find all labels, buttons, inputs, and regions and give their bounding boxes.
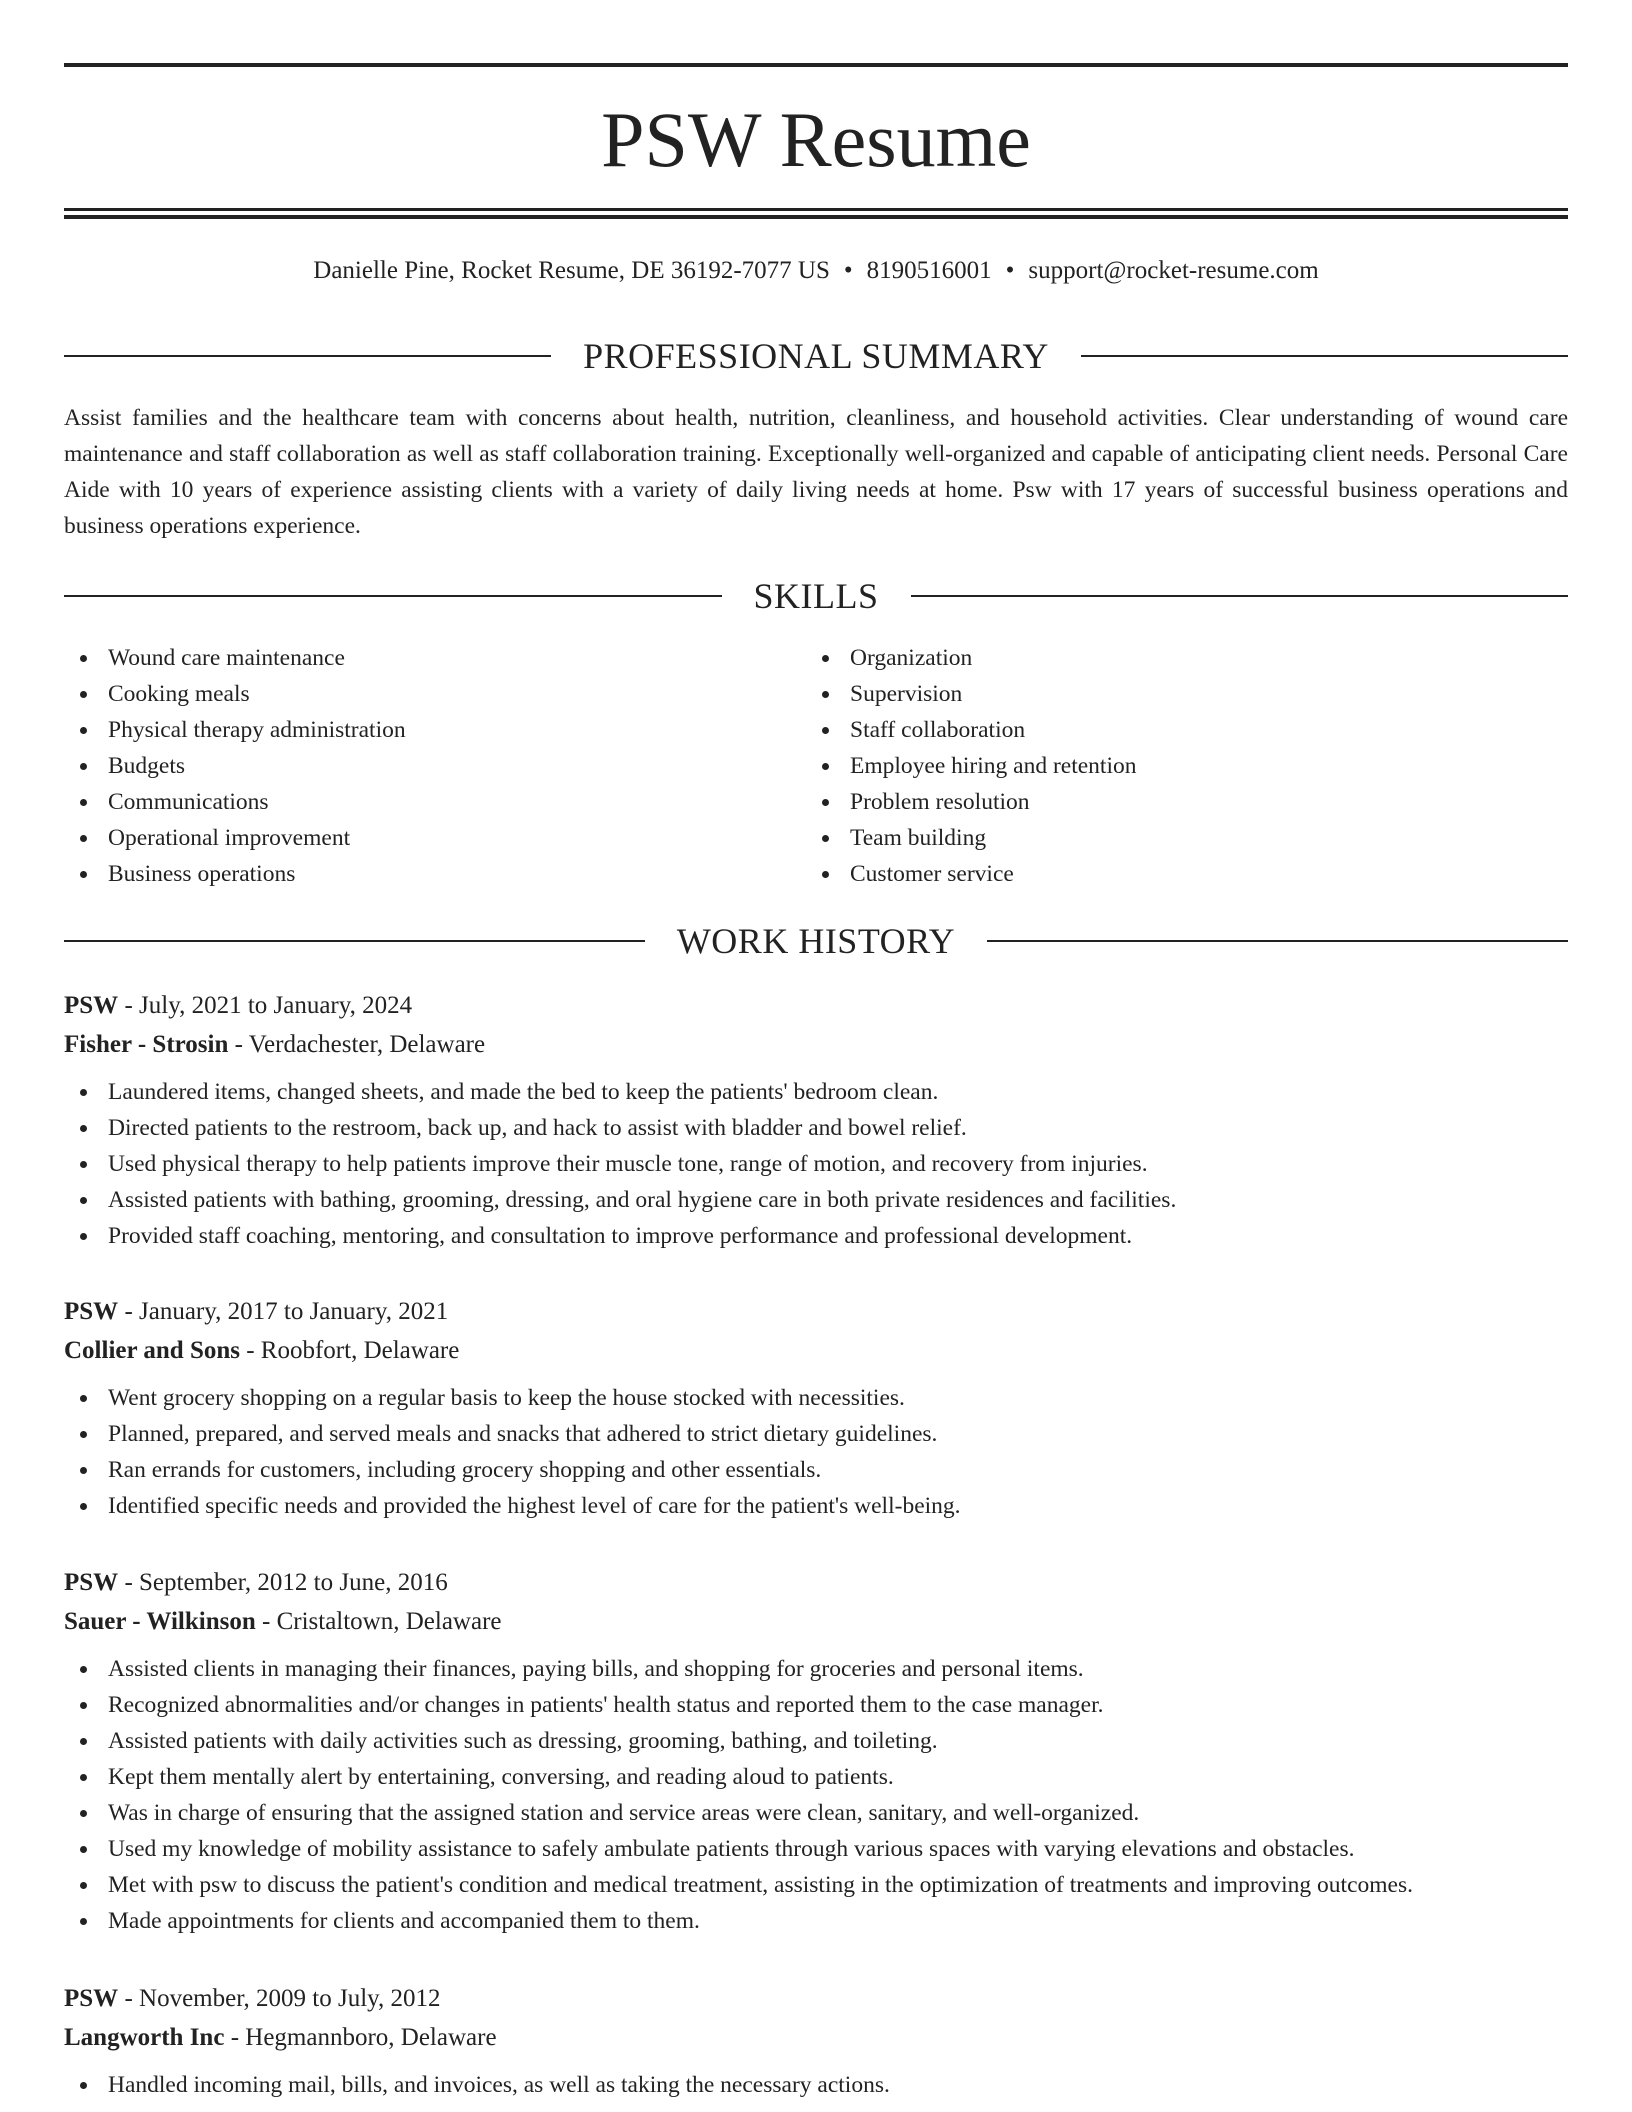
job-duty: Used my knowledge of mobility assistance to safely ambulate patients through various spaces with varying elevations and obstacles. bbox=[64, 1831, 1568, 1867]
job-title-line bbox=[64, 1563, 1568, 1602]
job-duty: Went grocery shopping on a regular basis to keep the house stocked with necessities. bbox=[64, 1380, 1568, 1416]
job-duty: Assisted patients with daily activities such as dressing, grooming, bathing, and toileting. bbox=[64, 1723, 1568, 1759]
job-dates: - July, 2021 to January, 2024 bbox=[118, 992, 413, 1019]
job-company: Collier and Sons bbox=[64, 1337, 240, 1364]
skill-item: Budgets bbox=[64, 748, 806, 784]
job-company-line bbox=[64, 1602, 1568, 1641]
contact-separator: • bbox=[1005, 257, 1015, 284]
skill-item: Organization bbox=[806, 640, 1548, 676]
job-duties bbox=[64, 1074, 1568, 1254]
job-title-line bbox=[64, 1292, 1568, 1331]
job-duty: Planned, prepared, and served meals and snacks that adhered to strict dietary guidelines. bbox=[64, 1416, 1568, 1452]
section-title: PROFESSIONAL SUMMARY bbox=[583, 336, 1049, 376]
skill-item: Business operations bbox=[64, 856, 806, 892]
skill-item: Customer service bbox=[806, 856, 1548, 892]
job-company: Langworth Inc bbox=[64, 2024, 225, 2051]
skill-item: Team building bbox=[806, 820, 1548, 856]
skills-list bbox=[64, 640, 1568, 892]
job-duty: Used physical therapy to help patients improve their muscle tone, range of motion, and recovery from injuries. bbox=[64, 1146, 1568, 1182]
skill-item: Operational improvement bbox=[64, 820, 806, 856]
job-duty: Ran errands for customers, including grocery shopping and other essentials. bbox=[64, 1452, 1568, 1488]
skill-item: Wound care maintenance bbox=[64, 640, 806, 676]
job-dates: - November, 2009 to July, 2012 bbox=[118, 1985, 441, 2012]
job-entry bbox=[64, 1979, 1568, 2103]
contact-email: support@rocket-resume.com bbox=[1028, 257, 1319, 284]
contact-separator: • bbox=[843, 257, 853, 284]
job-title-line bbox=[64, 986, 1568, 1025]
divider bbox=[64, 940, 645, 942]
job-duty: Laundered items, changed sheets, and made the bed to keep the patients' bedroom clean. bbox=[64, 1074, 1568, 1110]
job-entry bbox=[64, 1292, 1568, 1524]
job-duty: Handled incoming mail, bills, and invoices, as well as taking the necessary actions. bbox=[64, 2067, 1568, 2103]
skill-item: Employee hiring and retention bbox=[806, 748, 1548, 784]
job-duty: Provided staff coaching, mentoring, and consultation to improve performance and professional development. bbox=[64, 1218, 1568, 1254]
skills-column-left bbox=[64, 640, 806, 892]
job-location: - Roobfort, Delaware bbox=[239, 1337, 460, 1364]
resume-title: PSW Resume bbox=[601, 96, 1031, 183]
job-company: Sauer - Wilkinson bbox=[64, 1608, 256, 1635]
job-company-line bbox=[64, 2018, 1568, 2057]
job-duty: Assisted patients with bathing, grooming, dressing, and oral hygiene care in both private residences and facilities. bbox=[64, 1182, 1568, 1218]
job-company-line bbox=[64, 1331, 1568, 1370]
divider bbox=[1081, 355, 1568, 357]
job-duty: Made appointments for clients and accompanied them to them. bbox=[64, 1903, 1568, 1939]
skill-item: Communications bbox=[64, 784, 806, 820]
job-duty: Directed patients to the restroom, back up, and hack to assist with bladder and bowel relief. bbox=[64, 1110, 1568, 1146]
job-title: PSW bbox=[64, 1985, 119, 2012]
job-title: PSW bbox=[64, 1569, 119, 1596]
professional-summary: Assist families and the healthcare team with concerns about health, nutrition, cleanliness, and household activities. Clear understanding of wound care maintenance and staff collaboration as well as staff collaboration training. Exceptionally well-organized and capable of anticipating client needs. Personal Care Aide with 10 years of experience assisting clients with a variety of daily living needs at home. Psw with 17 years of successful business operations and business operations experience. bbox=[64, 405, 1568, 539]
job-dates: - January, 2017 to January, 2021 bbox=[118, 1298, 449, 1325]
section-heading-work bbox=[64, 919, 1568, 963]
job-location: - Hegmannboro, Delaware bbox=[224, 2024, 497, 2051]
header-top-rule bbox=[64, 63, 1568, 67]
job-duties bbox=[64, 2067, 1568, 2103]
section-heading-skills bbox=[64, 574, 1568, 618]
section-title: WORK HISTORY bbox=[676, 921, 956, 961]
job-duty: Was in charge of ensuring that the assigned station and service areas were clean, sanitary, and well-organized. bbox=[64, 1795, 1568, 1831]
job-title: PSW bbox=[64, 992, 119, 1019]
job-title: PSW bbox=[64, 1298, 119, 1325]
job-dates: - September, 2012 to June, 2016 bbox=[118, 1569, 448, 1596]
divider bbox=[911, 595, 1569, 597]
skill-item: Problem resolution bbox=[806, 784, 1548, 820]
divider bbox=[987, 940, 1568, 942]
skill-item: Physical therapy administration bbox=[64, 712, 806, 748]
job-duty: Kept them mentally alert by entertaining, conversing, and reading aloud to patients. bbox=[64, 1759, 1568, 1795]
header-double-rule-upper bbox=[64, 208, 1568, 211]
divider bbox=[64, 355, 551, 357]
contact-address: Danielle Pine, Rocket Resume, DE 36192-7077 US bbox=[313, 257, 830, 284]
skill-item: Staff collaboration bbox=[806, 712, 1548, 748]
job-entry bbox=[64, 986, 1568, 1254]
skills-column-right bbox=[806, 640, 1548, 892]
job-company: Fisher - Strosin bbox=[64, 1031, 229, 1058]
job-duty: Met with psw to discuss the patient's condition and medical treatment, assisting in the optimization of treatments and improving outcomes. bbox=[64, 1867, 1568, 1903]
divider bbox=[64, 595, 722, 597]
header-double-rule-lower bbox=[64, 215, 1568, 219]
section-title: SKILLS bbox=[753, 576, 879, 616]
job-company-line bbox=[64, 1025, 1568, 1064]
job-duty: Identified specific needs and provided the highest level of care for the patient's well-being. bbox=[64, 1488, 1568, 1524]
job-duties bbox=[64, 1380, 1568, 1524]
job-location: - Cristaltown, Delaware bbox=[255, 1608, 502, 1635]
contact-line bbox=[64, 255, 1568, 287]
job-entry bbox=[64, 1563, 1568, 1939]
job-duties bbox=[64, 1651, 1568, 1939]
job-duty: Assisted clients in managing their finances, paying bills, and shopping for groceries and personal items. bbox=[64, 1651, 1568, 1687]
skill-item: Cooking meals bbox=[64, 676, 806, 712]
job-duty: Recognized abnormalities and/or changes in patients' health status and reported them to the case manager. bbox=[64, 1687, 1568, 1723]
skill-item: Supervision bbox=[806, 676, 1548, 712]
contact-phone: 8190516001 bbox=[866, 257, 992, 284]
job-title-line bbox=[64, 1979, 1568, 2018]
section-heading-summary bbox=[64, 334, 1568, 378]
job-location: - Verdachester, Delaware bbox=[228, 1031, 486, 1058]
